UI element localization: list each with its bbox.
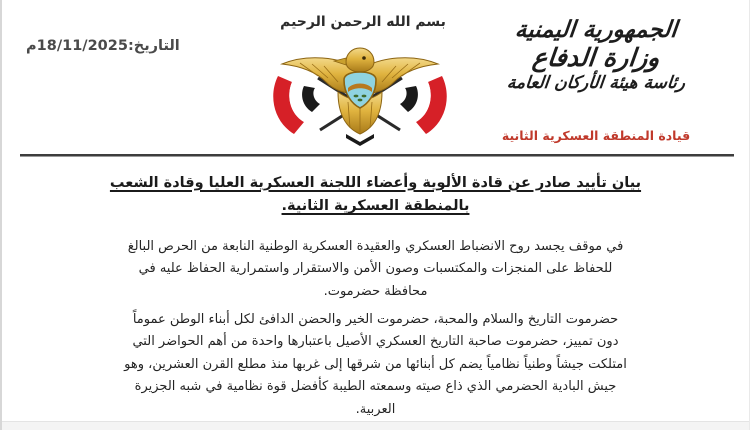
- letterhead-region-command: قيادة المنطقة العسكرية الثانية: [501, 128, 691, 143]
- yemen-national-emblem-icon: [260, 30, 460, 150]
- letterhead-header: [2, 0, 749, 152]
- document-title-line1: بيان تأييد صادر عن قادة الألوية وأعضاء اللجنة العسكرية العليا وقادة الشعب: [109, 175, 642, 191]
- body-paragraph: في موقف يجسد روح الانضباط العسكري والعقيدة العسكرية الوطنية النابعة من الحرص البالغ للحفاظ على المنجزات والمكتسبات وصون الأمن والاستقرار واستمرارية الحفاظ عليه في محافظة حضرموت.: [127, 239, 624, 299]
- header-divider: [20, 154, 734, 157]
- document-date: التاريخ:18/11/2025م: [26, 38, 180, 54]
- letterhead-country: الجمهورية اليمنية: [513, 16, 679, 43]
- page-bottom-band: [2, 421, 750, 430]
- ministry-letterhead: [455, 18, 737, 93]
- body-paragraph: حضرموت التاريخ والسلام والمحبة، حضرموت الخير والحضن الدافئ لكل أبناء الوطن عموماً دون تمييز، حضرموت صاحبة التاريخ العسكري الأصيل باعتبارها واحدة من أهم الحواضر التي امتلكت جيشاً وطنياً نظامياً يضم كل أبنائها من شرقها إلى غربها منذ مطلع القرن العشرين، وهو جيش البادية الحضرمي الذي ذاع صيته وسمعته الطيبة كأفضل قوة نظامية في شبه الجزيرة العربية.: [124, 312, 627, 417]
- document-title: [2, 172, 749, 219]
- document-title-line2: بالمنطقة العسكرية الثانية.: [281, 198, 470, 215]
- letterhead-ministry: وزارة الدفاع: [530, 43, 662, 73]
- letterhead-general-staff: رئاسة هيئة الأركان العامة: [505, 73, 687, 94]
- basmala-text: بسم الله الرحمن الرحيم: [280, 14, 446, 30]
- document-body: [2, 236, 749, 427]
